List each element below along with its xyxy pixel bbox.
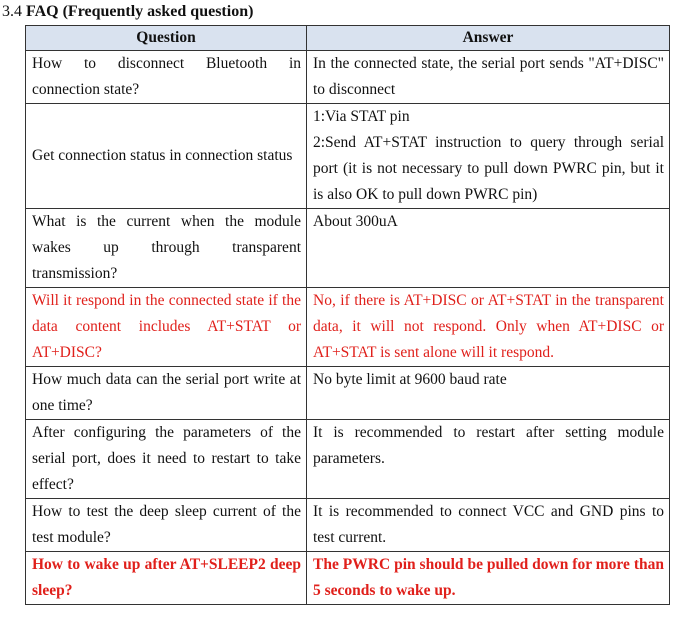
table-row-highlighted bbox=[26, 552, 670, 605]
question-cell: Get connection status in connection status bbox=[26, 104, 307, 209]
table-row bbox=[26, 104, 670, 209]
table-row bbox=[26, 420, 670, 499]
answer-cell: No, if there is AT+DISC or AT+STAT in the transparent data, it will not respond. Only when AT+DISC or AT+STAT is sent alone will it respond. bbox=[307, 288, 670, 367]
question-cell: After configuring the parameters of the serial port, does it need to restart to take effect? bbox=[26, 420, 307, 499]
section-heading bbox=[2, 1, 253, 23]
table-row bbox=[26, 51, 670, 104]
answer-cell: About 300uA bbox=[307, 209, 670, 288]
answer-cell: It is recommended to connect VCC and GND pins to test current. bbox=[307, 499, 670, 552]
answer-line: 2:Send AT+STAT instruction to query through serial port (it is not necessary to pull down PWRC pin, but it is also OK to pull down PWRC pin) bbox=[313, 134, 664, 203]
answer-cell: No byte limit at 9600 baud rate bbox=[307, 367, 670, 420]
faq-table bbox=[25, 25, 670, 605]
table-row bbox=[26, 209, 670, 288]
question-cell: How to test the deep sleep current of the test module? bbox=[26, 499, 307, 552]
question-cell: Will it respond in the connected state if the data content includes AT+STAT or AT+DISC? bbox=[26, 288, 307, 367]
answer-cell: The PWRC pin should be pulled down for more than 5 seconds to wake up. bbox=[307, 552, 670, 605]
answer-cell: In the connected state, the serial port sends "AT+DISC" to disconnect bbox=[307, 51, 670, 104]
answer-column-header: Answer bbox=[307, 26, 670, 51]
answer-cell: It is recommended to restart after setting module parameters. bbox=[307, 420, 670, 499]
table-header-row bbox=[26, 26, 670, 51]
question-cell: How much data can the serial port write at one time? bbox=[26, 367, 307, 420]
answer-cell bbox=[307, 104, 670, 209]
answer-line: 1:Via STAT pin bbox=[313, 108, 410, 125]
question-column-header: Question bbox=[26, 26, 307, 51]
question-cell: How to wake up after AT+SLEEP2 deep sleep? bbox=[26, 552, 307, 605]
table-row bbox=[26, 499, 670, 552]
section-number: 3.4 bbox=[2, 3, 22, 20]
question-cell: How to disconnect Bluetooth in connection state? bbox=[26, 51, 307, 104]
section-title: FAQ (Frequently asked question) bbox=[26, 3, 254, 20]
table-row-highlighted bbox=[26, 288, 670, 367]
table-row bbox=[26, 367, 670, 420]
question-cell: What is the current when the module wakes up through transparent transmission? bbox=[26, 209, 307, 288]
